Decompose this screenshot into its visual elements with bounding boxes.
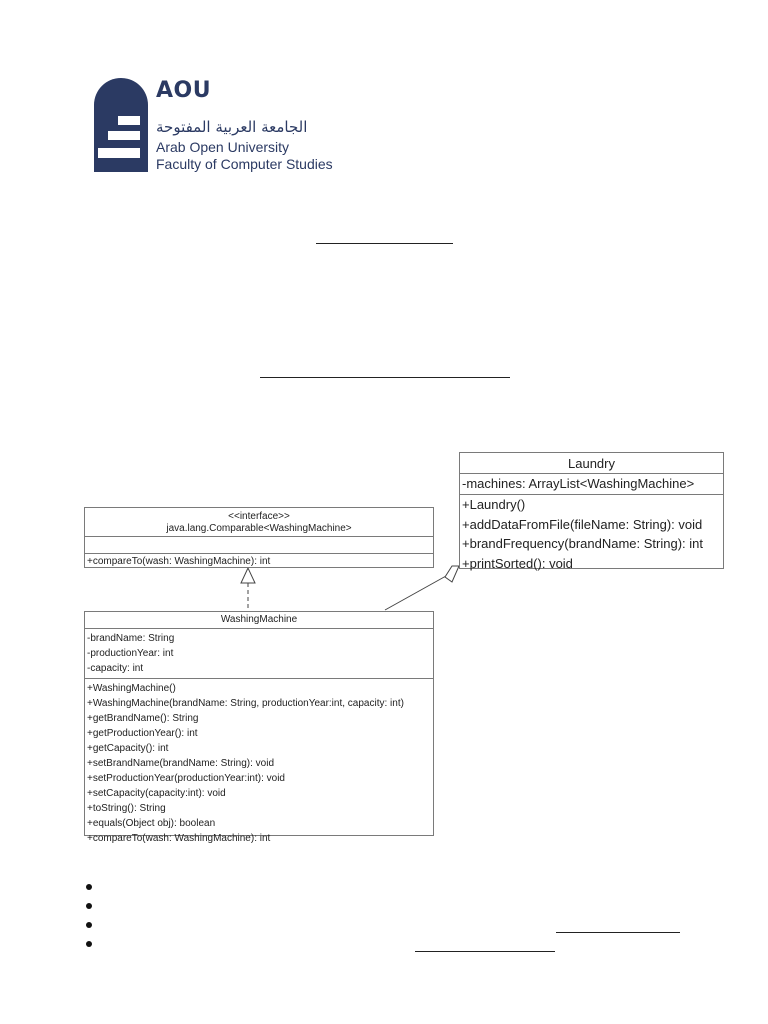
operation: +getCapacity(): int bbox=[87, 743, 169, 754]
operation: +brandFrequency(brandName: String): int bbox=[462, 536, 703, 551]
laundry-attributes bbox=[460, 473, 723, 494]
heading-underline-2 bbox=[260, 377, 510, 378]
logo-faculty-name: Faculty of Computer Studies bbox=[156, 156, 333, 172]
operation: +toString(): String bbox=[87, 803, 166, 814]
interface-attributes bbox=[85, 536, 433, 553]
washing-machine-operations bbox=[85, 678, 433, 848]
uml-class-washing-machine bbox=[84, 611, 434, 844]
interface-operations bbox=[85, 553, 433, 570]
bullet-underline-2 bbox=[415, 951, 555, 952]
attribute: -productionYear: int bbox=[87, 648, 174, 659]
operation: +setCapacity(capacity:int): void bbox=[87, 788, 226, 799]
realization-arrowhead bbox=[241, 568, 255, 583]
operation: +Laundry() bbox=[462, 497, 526, 512]
operation: +WashingMachine() bbox=[87, 683, 176, 694]
operation: +addDataFromFile(fileName: String): void bbox=[462, 516, 703, 532]
heading-underline-1 bbox=[316, 243, 453, 244]
logo-arabic-name: الجامعة العربية المفتوحة bbox=[156, 118, 308, 136]
logo-university-name: Arab Open University bbox=[156, 139, 290, 155]
interface-name: java.lang.Comparable<WashingMachine> bbox=[166, 523, 352, 534]
bullet-point bbox=[86, 884, 92, 890]
uml-interface-comparable bbox=[84, 507, 434, 568]
bullet-point bbox=[86, 941, 92, 947]
aggregation-diamond bbox=[445, 566, 459, 582]
aou-emblem-icon bbox=[94, 78, 148, 172]
washing-machine-attributes bbox=[85, 628, 433, 678]
operation: +compareTo(wash: WashingMachine): int bbox=[87, 833, 271, 844]
attribute: -brandName: String bbox=[87, 633, 175, 644]
operation: +setProductionYear(productionYear:int): void bbox=[87, 773, 285, 784]
interface-header bbox=[85, 508, 433, 536]
operation: +equals(Object obj): boolean bbox=[87, 818, 216, 829]
operation: +getProductionYear(): int bbox=[87, 728, 198, 739]
interface-operation: +compareTo(wash: WashingMachine): int bbox=[87, 556, 271, 567]
attribute: -capacity: int bbox=[87, 663, 144, 674]
aggregation-line bbox=[385, 576, 446, 610]
logo-abbreviation: AOU bbox=[156, 78, 212, 103]
operation: +getBrandName(): String bbox=[87, 713, 199, 724]
laundry-class-name: Laundry bbox=[568, 456, 615, 471]
uml-class-laundry bbox=[459, 452, 724, 569]
operation: +WashingMachine(brandName: String, productionYear:int, capacity: int) bbox=[87, 698, 404, 709]
washing-machine-class-name: WashingMachine bbox=[220, 614, 298, 625]
aou-logo bbox=[94, 78, 334, 174]
operation: +setBrandName(brandName: String): void bbox=[87, 758, 275, 769]
bullet-point bbox=[86, 903, 92, 909]
bullet-point bbox=[86, 922, 92, 928]
interface-stereotype: <<interface>> bbox=[228, 511, 290, 522]
attribute: -machines: ArrayList<WashingMachine> bbox=[462, 476, 695, 491]
operation: +printSorted(): void bbox=[462, 555, 573, 571]
bullet-underline-1 bbox=[556, 932, 680, 933]
laundry-operations bbox=[460, 494, 723, 573]
